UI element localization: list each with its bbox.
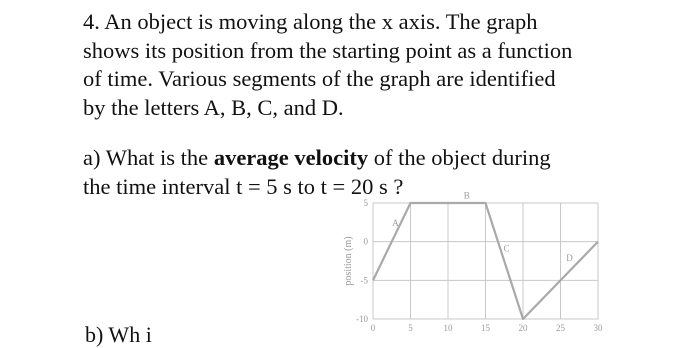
y-tick-label: -5 [360, 275, 368, 286]
question-number: 4. [83, 9, 100, 34]
x-tick-label: 20 [518, 323, 528, 333]
segment-label-d: D [566, 253, 573, 263]
question-line-1: An object is moving along the x axis. The graph [104, 9, 538, 34]
next-part-fragment: b) Wh i [85, 322, 152, 347]
x-tick-label: 25 [556, 323, 565, 333]
x-tick-label: 10 [443, 323, 453, 333]
y-tick-label: -10 [356, 314, 368, 324]
x-tick-label: 0 [370, 323, 376, 333]
question-line-3: of time. Various segments of the graph are identified [83, 66, 556, 91]
question-text [83, 8, 683, 201]
x-tick-label: 5 [408, 323, 413, 333]
y-tick-label: 5 [363, 198, 368, 208]
x-tick-label: 15 [481, 323, 490, 333]
segment-label-c: C [503, 243, 510, 254]
part-a-post: of the object during [373, 145, 551, 170]
question-line-2: shows its position from the starting point as a function [83, 37, 573, 63]
part-a-label: a) [83, 145, 101, 170]
segment-label-b: B [463, 190, 470, 201]
part-a-line-2: the time interval t = 5 s to t = 20 s ? [83, 173, 404, 199]
y-axis-label: position (m) [343, 236, 354, 286]
part-a-bold: average velocity [213, 145, 369, 170]
question-line-4: by the letters A, B, C, and D. [83, 94, 344, 120]
part-a-pre: What is the [105, 145, 209, 170]
position-time-graph [333, 190, 633, 337]
segment-label-a: A [392, 218, 399, 229]
x-tick-label: 30 [593, 323, 603, 333]
question-paragraph [83, 8, 683, 122]
y-tick-label: 0 [363, 236, 368, 247]
